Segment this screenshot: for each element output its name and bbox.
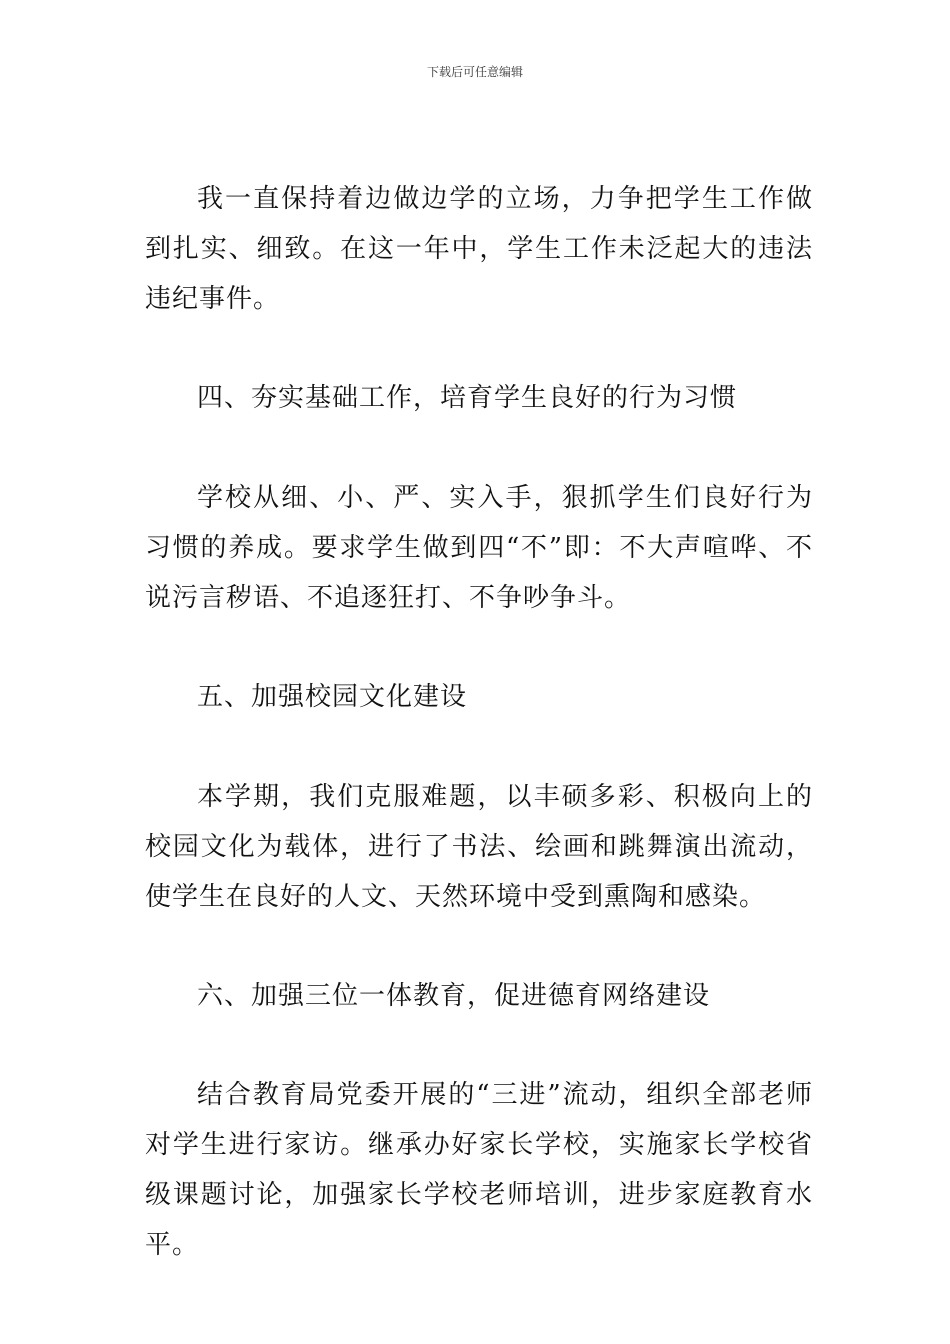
heading-section-6: 六、加强三位一体教育，促进德育网络建设 <box>197 981 711 1011</box>
heading-section-5: 五、加强校园文化建设 <box>197 682 468 712</box>
paragraph-student-work: 我一直保持着边做边学的立场，力争把学生工作做到扎实、细致。在这一年中，学生工作未泛起大的违法违纪事件。 <box>145 184 813 314</box>
paragraph-campus-culture: 本学期，我们克服难题，以丰硕多彩、积极向上的校园文化为载体，进行了书法、绘画和跳舞演出流动，使学生在良好的人文、天然环境中受到熏陶和感染。 <box>145 782 813 912</box>
paragraph-home-school: 结合教育局党委开展的“三进”流动，组织全部老师对学生进行家访。继承办好家长学校，实施家长学校省级课题讨论，加强家长学校老师培训，进步家庭教育水平。 <box>145 1080 813 1260</box>
heading-section-4: 四、夯实基础工作，培育学生良好的行为习惯 <box>197 383 738 413</box>
page-header: 下载后可任意编辑 <box>426 65 523 79</box>
paragraph-behavior-habits: 学校从细、小、严、实入手，狠抓学生们良好行为习惯的养成。要求学生做到四“不”即：不大声喧哗、不说污言秽语、不追逐狂打、不争吵争斗。 <box>145 483 813 613</box>
